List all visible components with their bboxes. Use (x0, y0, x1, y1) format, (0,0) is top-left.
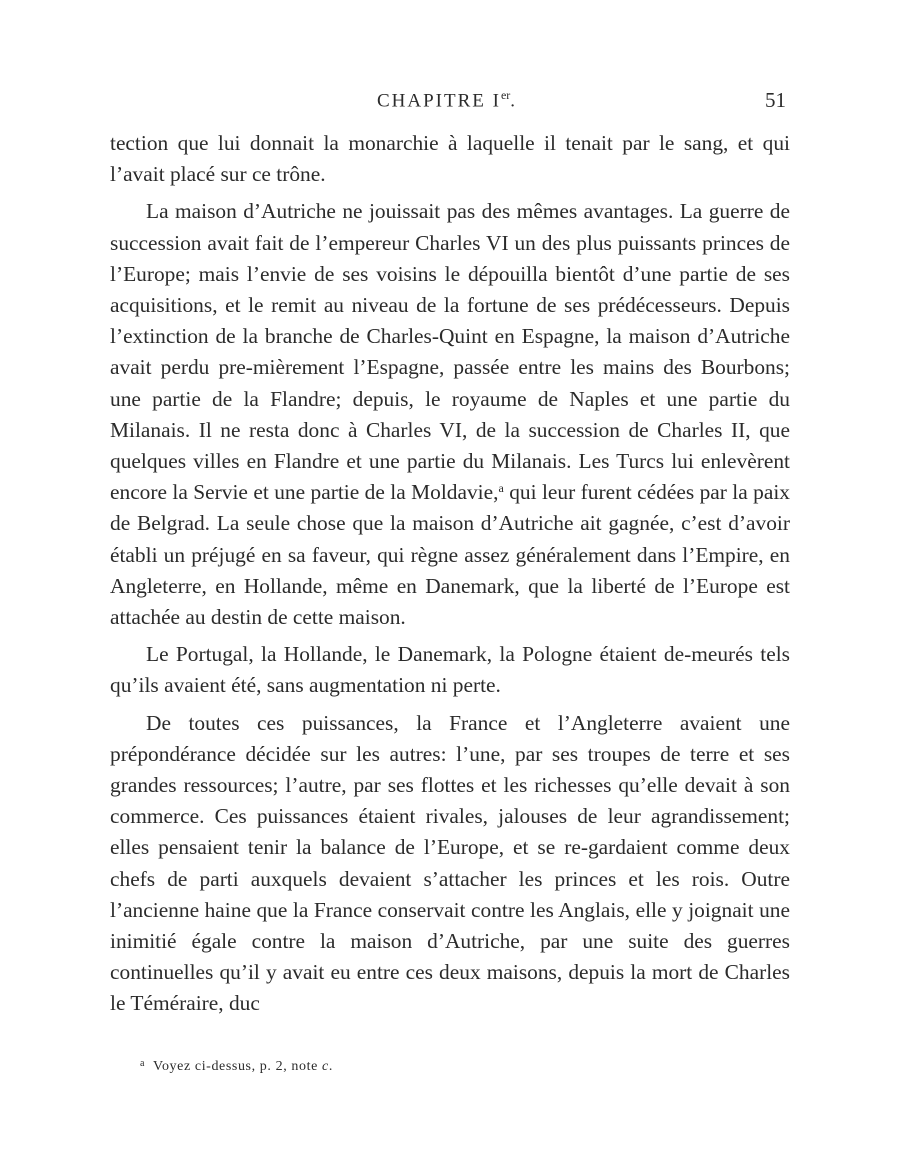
paragraph-text: qui leur furent cédées par la paix de Belgrad. La seule chose que la maison d’Autriche ait gagnée, c’est d’avoir établi un préjugé en sa faveur, qui règne assez généralement dans l’Empire, en Angleterre, en Hollande, même en Danemark, que la liberté de l’Europe est attachée au destin de cette maison. (110, 480, 790, 630)
footnote-mark: a (140, 1058, 146, 1069)
running-header (108, 88, 786, 118)
chapter-title-period: . (510, 90, 518, 112)
paragraph-p1 (110, 128, 790, 190)
page-number: 51 (765, 88, 786, 112)
body-text (110, 128, 790, 1020)
paragraph-text: Le Portugal, la Hollande, le Danemark, la Pologne étaient de-meurés tels qu’ils avaient été, sans augmentation ni perte. (110, 642, 790, 698)
paragraph-text: De toutes ces puissances, la France et l’Angleterre avaient une prépondérance décidée sur les autres: l’une, par ses troupes de terre et ses grandes ressources; l’autre, par ses flottes et les richesses qu’elle devait à son commerce. Ces puissances étaient rivales, jalouses de leur agrandissement; elles pensaient tenir la balance de l’Europe, et se re-gardaient comme deux chefs de parti auxquels devaient s’attacher les princes et les rois. Outre l’ancienne haine que la France conservait contre les Anglais, elle y joignait une inimitié égale contre la maison d’Autriche, par une suite des guerres continuelles qu’il y avait eu entre ces deux maisons, depuis la mort de Charles le Téméraire, duc (110, 710, 790, 1016)
paragraph-p3 (110, 639, 790, 701)
paragraph-text: La maison d’Autriche ne jouissait pas des mêmes avantages. La guerre de succession avait fait de l’empereur Charles VI un des plus puissants princes de l’Europe; mais l’envie de ses voisins le dépouilla bientôt d’une partie de ses acquisitions, et le remit au niveau de la fortune de ses prédécesseurs. Depuis l’extinction de la branche de Charles-Quint en Espagne, la maison d’Autriche avait perdu pre-mièrement l’Espagne, passée entre les mains des Bourbons; une partie de la Flandre; depuis, le royaume de Naples et une partie du Milanais. Il ne resta donc à Charles VI, de la succession de Charles II, que quelques villes en Flandre et une partie du Milanais. Les Turcs lui enlevèrent encore la Servie et une partie de la Moldavie, (110, 199, 790, 505)
paragraph-text: tection que lui donnait la monarchie à laquelle il tenait par le sang, et qui l’avait placé sur ce trône. (110, 131, 790, 187)
chapter-title (108, 88, 786, 112)
footnote-text: Voyez ci-dessus, p. 2, note (153, 1059, 318, 1074)
chapter-title-superscript: er (500, 88, 511, 102)
footnote-reference: a (498, 481, 504, 496)
footnote-end: . (328, 1059, 333, 1074)
paragraph-p4 (110, 708, 790, 1020)
chapter-title-text: CHAPITRE I (376, 90, 501, 112)
footnote (140, 1058, 780, 1075)
paragraph-p2 (110, 196, 790, 633)
footnote-note-letter: c (322, 1059, 329, 1074)
